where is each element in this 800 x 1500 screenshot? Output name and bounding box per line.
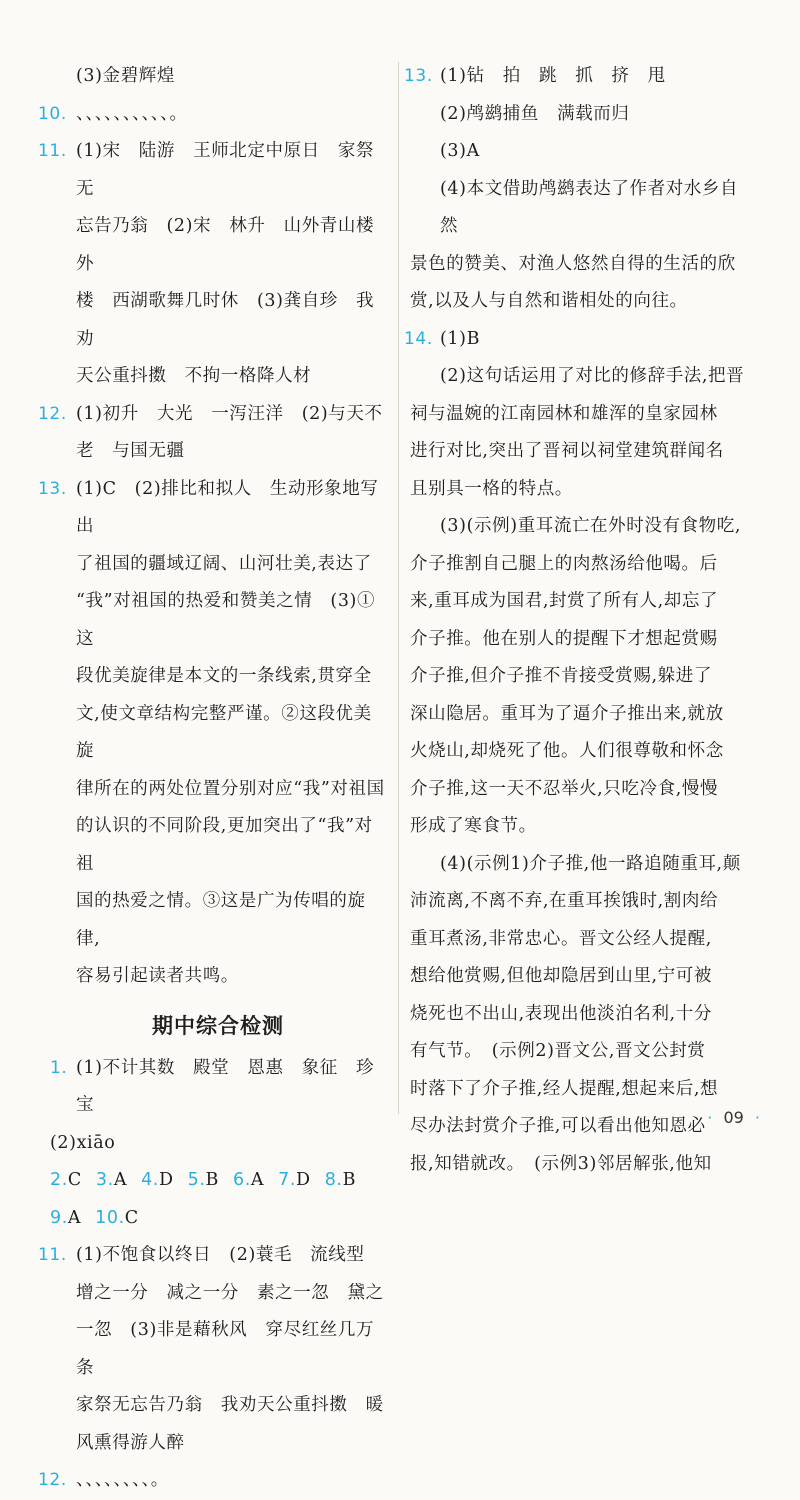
answer-line: 了祖国的疆域辽阔、山河壮美,表达了 [76,553,372,574]
answer-text: 、、、、、、、、。 [76,1470,169,1490]
answer-line: 赏,以及人与自然和谐相处的向往。 [410,291,688,311]
midterm-question-11 [38,1237,386,1462]
mc-answer: 9.A [50,1207,82,1228]
question-number: 1. [50,1057,68,1078]
answer-line: 尽办法封赏介子推,可以看出他知恩必 [410,1116,706,1136]
question-number: 11. [38,141,67,161]
answer-line: 律所在的两处位置分别对应“我”对祖国 [76,778,385,799]
mc-answer: 6.A [232,1170,265,1190]
question-11 [38,133,386,396]
question-number: 13. [38,478,67,499]
question-number: 12. [38,1470,67,1490]
question-13-right [404,58,755,96]
answer-line: 老 与国无疆 [76,441,185,461]
mc-answer: 4.D [141,1170,174,1190]
midterm-question-12 [38,1462,386,1500]
answer-line: 景色的赞美、对渔人悠然自得的生活的欣 [410,253,736,274]
answer-line: 风熏得游人醉 [76,1432,185,1453]
mc-answer: 3.A [95,1170,128,1190]
answer-line: (1)钻 拍 跳 抓 挤 甩 [440,66,666,86]
answer-line: 楼 西湖歌舞几时休 (3)龚自珍 我劝 [76,291,375,349]
question-number: 14. [404,328,433,349]
question-14-right [404,321,755,359]
mc-answer: 2.C [50,1170,82,1190]
answer-line: 火烧山,却烧死了他。人们很尊敬和怀念 [410,741,724,761]
answer-line: 烧死也不出山,表现出他淡泊名利,十分 [410,1003,712,1024]
page-number-text: 09 [723,1108,744,1127]
answer-line: 重耳煮汤,非常忠心。晋文公经人提醒, [410,928,712,949]
answer-line: (1)初升 大光 一泻汪洋 (2)与天不 [76,403,383,424]
mc-answer: 10.C [95,1207,139,1228]
answer-line: 容易引起读者共鸣。 [76,966,239,986]
multiple-choice-row [50,1162,386,1200]
answer-line: 家祭无忘告乃翁 我劝天公重抖擞 暖 [76,1395,384,1415]
question-number: 13. [404,66,433,86]
answer-line: 介子推割自己腿上的肉熬汤给他喝。后 [410,553,718,574]
answer-line: (3)A [440,141,480,161]
question-10 [38,96,386,134]
answer-line: 时落下了介子推,经人提醒,想起来后,想 [410,1078,719,1099]
answer-line: “我”对祖国的热爱和赞美之情 (3)①这 [76,591,376,649]
answer-line: 来,重耳成为国君,封赏了所有人,却忘了 [410,591,719,611]
answer-line: (2)xiāo [50,1132,116,1153]
left-column [38,58,386,1500]
right-column [404,58,755,1183]
answer-line: (1)B [440,328,481,349]
mc-answer: 8.B [324,1170,357,1190]
answer-9-3: (3)金碧辉煌 [76,66,175,86]
answer-line: 一忽 (3)非是藉秋风 穿尽红丝几万条 [76,1320,375,1378]
answer-line: 介子推。他在别人的提醒下才想起赏赐 [410,628,718,649]
page-dot: · [707,1108,713,1127]
answer-line: 段优美旋律是本文的一条线索,贯穿全 [76,666,372,686]
answer-line: 文,使文章结构完整严谨。②这段优美旋 [76,703,372,761]
answer-text: 、、、、、、、、、、。 [76,103,188,124]
section-title: 期中综合检测 [152,1013,284,1038]
answer-line: (4)本文借助鸬鹚表达了作者对水乡自然 [440,178,739,236]
answer-line: 增之一分 减之一分 素之一忽 黛之 [76,1282,384,1303]
answer-line: (1)宋 陆游 王师北定中原日 家祭无 [76,141,375,199]
multiple-choice-row [50,1200,386,1238]
answer-line: 的认识的不同阶段,更加突出了“我”对祖 [76,816,373,874]
answer-line: 沛流离,不离不弃,在重耳挨饿时,割肉给 [410,891,719,911]
answer-line: 形成了寒食节。 [410,816,537,836]
answer-line: 国的热爱之情。③这是广为传唱的旋律, [76,891,366,949]
answer-line: 进行对比,突出了晋祠以祠堂建筑群闻名 [410,441,724,461]
page-dot: · [754,1108,760,1127]
page-number [707,1108,760,1127]
question-number: 12. [38,403,67,424]
midterm-question-1 [50,1050,386,1125]
answer-line: 且别具一格的特点。 [410,478,573,499]
answer-line: (2)这句话运用了对比的修辞手法,把晋 [440,366,745,386]
column-divider [398,62,399,1114]
answer-line: 深山隐居。重耳为了逼介子推出来,就放 [410,703,724,724]
answer-line: 忘告乃翁 (2)宋 林升 山外青山楼外 [76,216,375,274]
question-13 [38,471,386,996]
answer-line: 祠与温婉的江南园林和雄浑的皇家园林 [410,403,718,424]
answer-line: 想给他赏赐,但他却隐居到山里,宁可被 [410,966,712,986]
answer-line: (1)C (2)排比和拟人 生动形象地写出 [76,478,379,536]
mc-answer: 5.B [187,1170,219,1190]
question-12 [38,396,386,471]
answer-line: 介子推,但介子推不肯接受赏赐,躲进了 [410,666,712,686]
answer-line: 天公重抖擞 不拘一格降人材 [76,366,312,386]
answer-line: 有气节。 (示例2)晋文公,晋文公封赏 [410,1041,706,1061]
mc-answer: 7.D [278,1170,311,1190]
answer-line: (1)不饱食以终日 (2)蓑毛 流线型 [76,1245,365,1265]
answer-line: (2)鸬鹚捕鱼 满载而归 [440,103,630,124]
answer-line: (4)(示例1)介子推,他一路追随重耳,颠 [440,853,741,874]
answer-line: 介子推,这一天不忍举火,只吃冷食,慢慢 [410,778,719,799]
answer-line: (1)不计其数 殿堂 恩惠 象征 珍宝 [76,1057,375,1115]
answer-line: 报,知错就改。 (示例3)邻居解张,他知 [410,1153,712,1174]
question-number: 10. [38,103,67,124]
answer-line: (3)(示例)重耳流亡在外时没有食物吃, [440,516,742,536]
question-number: 11. [38,1245,67,1265]
